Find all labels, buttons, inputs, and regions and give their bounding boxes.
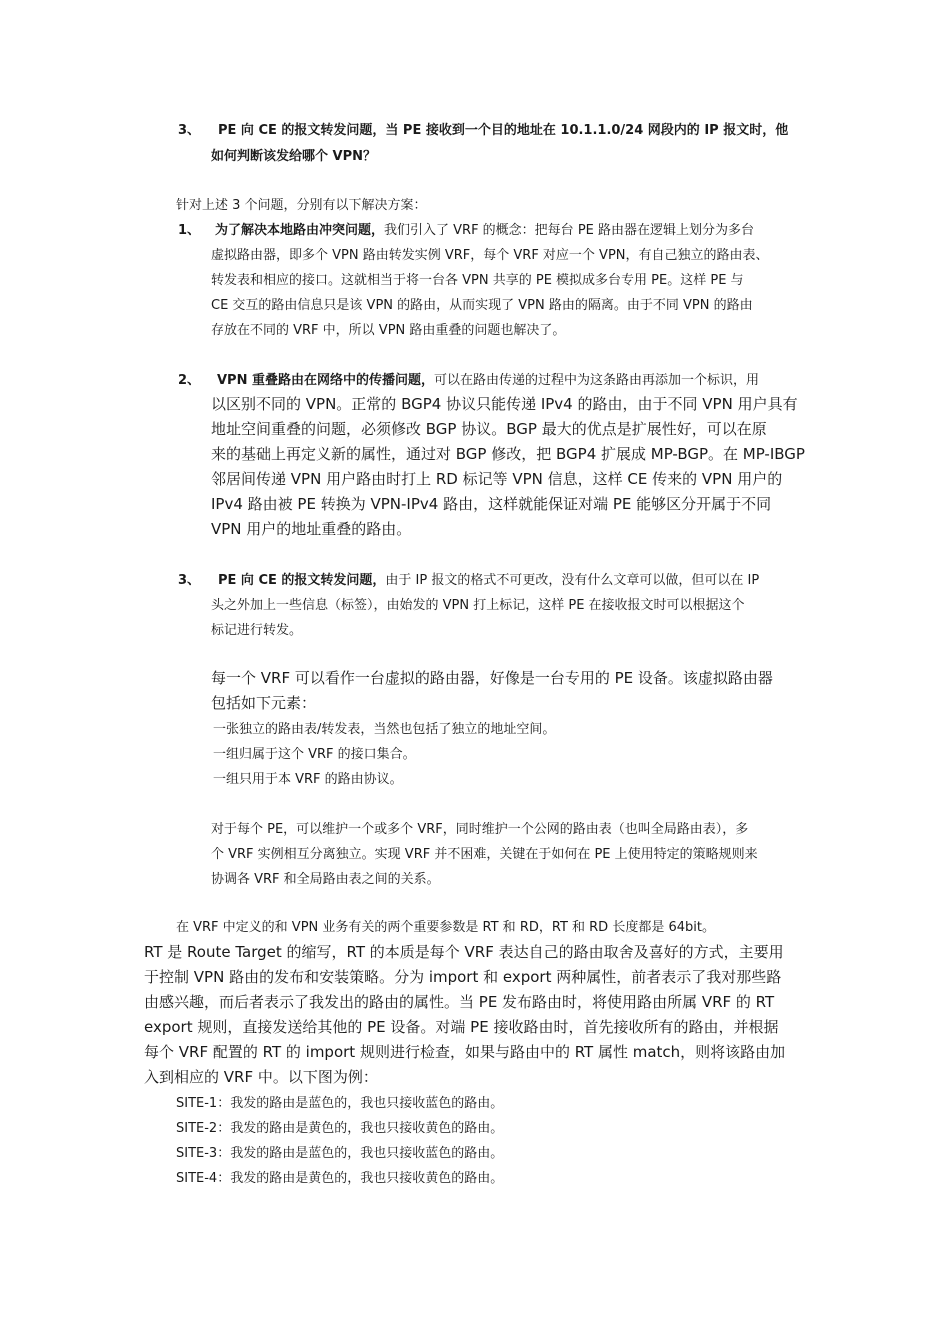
sol1-line: 虚拟路由器，即多个 VPN 路由转发实例 VRF，每个 VRF 对应一个 VPN，有自己独立的路由表、 bbox=[211, 248, 769, 263]
sol2-line: 可以在路由传递的过程中为这条路由再添加一个标识，用 bbox=[434, 373, 760, 388]
rt-para-line: RT 是 Route Target 的缩写，RT 的本质是每个 VRF 表达自己的路由取舍及喜好的方式，主要用 bbox=[144, 943, 784, 961]
sol2-line: VPN 用户的地址重叠的路由。 bbox=[211, 520, 412, 538]
vrf-element-item: 一组归属于这个 VRF 的接口集合。 bbox=[213, 747, 416, 762]
vrf-element-item: 一组只用于本 VRF 的路由协议。 bbox=[213, 772, 403, 787]
vrf-desc-line: 每一个 VRF 可以看作一台虚拟的路由器，好像是一台专用的 PE 设备。该虚拟路由器 bbox=[211, 669, 773, 687]
rt-rd-intro: 在 VRF 中定义的和 VPN 业务有关的两个重要参数是 RT 和 RD，RT 和 RD 长度都是 64bit。 bbox=[176, 920, 715, 935]
sol3-first-line bbox=[218, 569, 759, 588]
rt-para-line: 入到相应的 VRF 中。以下图为例： bbox=[144, 1068, 378, 1086]
site-rule-item: SITE-4：我发的路由是黄色的，我也只接收黄色的路由。 bbox=[176, 1171, 504, 1186]
pe-para-line: 协调各 VRF 和全局路由表之间的关系。 bbox=[211, 872, 440, 887]
sol2-line: IPv4 路由被 PE 转换为 VPN-IPv4 路由，这样就能保证对端 PE 能够区分开属于不同 bbox=[211, 495, 772, 513]
site-rule-item: SITE-3：我发的路由是蓝色的，我也只接收蓝色的路由。 bbox=[176, 1146, 504, 1161]
vrf-desc-line: 包括如下元素： bbox=[211, 694, 317, 712]
q3-heading-line1: PE 向 CE 的报文转发问题，当 PE 接收到一个目的地址在 10.1.1.0/24 网段内的 IP 报文时，他 bbox=[218, 123, 789, 138]
rt-para-line: 于控制 VPN 路由的发布和安装策略。分为 import 和 export 两种属性，前者表示了我对那些路 bbox=[144, 968, 782, 986]
sol2-line: 地址空间重叠的问题，必须修改 BGP 协议。BGP 最大的优点是扩展性好，可以在原 bbox=[211, 420, 767, 438]
rt-para-line: 每个 VRF 配置的 RT 的 import 规则进行检查，如果与路由中的 RT 属性 match，则将该路由加 bbox=[144, 1043, 786, 1061]
rt-para-line: 由感兴趣，而后者表示了我发出的路由的属性。当 PE 发布路由时，将使用路由所属 VRF 的 RT bbox=[144, 993, 775, 1011]
pe-para-line: 对于每个 PE，可以维护一个或多个 VRF，同时维护一个公网的路由表（也叫全局路由表），多 bbox=[211, 822, 749, 837]
sol3-line: 由于 IP 报文的格式不可更改，没有什么文章可以做，但可以在 IP bbox=[385, 573, 760, 588]
sol3-line: 标记进行转发。 bbox=[211, 623, 303, 638]
sol2-bold-lead: VPN 重叠路由在网络中的传播问题， bbox=[217, 373, 434, 388]
rt-para-line: export 规则，直接发送给其他的 PE 设备。对端 PE 接收路由时，首先接收所有的路由，并根据 bbox=[144, 1018, 779, 1036]
sol2-line: 邻居间传递 VPN 用户路由时打上 RD 标记等 VPN 信息，这样 CE 传来的 VPN 用户的 bbox=[211, 470, 783, 488]
sol1-number: 1、 bbox=[178, 223, 201, 238]
sol2-number: 2、 bbox=[178, 373, 201, 388]
sol2-first-line bbox=[217, 369, 759, 388]
site-rule-item: SITE-1：我发的路由是蓝色的，我也只接收蓝色的路由。 bbox=[176, 1096, 504, 1111]
sol1-first-line bbox=[215, 219, 754, 238]
sol1-line: CE 交互的路由信息只是该 VPN 的路由，从而实现了 VPN 路由的隔离。由于不同 VPN 的路由 bbox=[211, 298, 753, 313]
sol3-bold-lead: PE 向 CE 的报文转发问题， bbox=[218, 573, 386, 588]
pe-para-line: 个 VRF 实例相互分离独立。实现 VRF 并不困难，关键在于如何在 PE 上使用特定的策略规则来 bbox=[211, 847, 758, 862]
q3-heading-line2: 如何判断该发给哪个 VPN？ bbox=[211, 149, 376, 164]
q3-number: 3、 bbox=[178, 123, 201, 138]
sol2-line: 来的基础上再定义新的属性，通过对 BGP 修改，把 BGP4 扩展成 MP-BGP。在 MP-IBGP bbox=[211, 445, 805, 463]
site-rule-item: SITE-2：我发的路由是黄色的，我也只接收黄色的路由。 bbox=[176, 1121, 504, 1136]
sol3-line: 头之外加上一些信息（标签），由始发的 VPN 打上标记，这样 PE 在接收报文时可以根据这个 bbox=[211, 598, 745, 613]
sol1-bold-lead: 为了解决本地路由冲突问题， bbox=[215, 223, 385, 238]
sol3-number: 3、 bbox=[178, 573, 201, 588]
sol1-line: 转发表和相应的接口。这就相当于将一台各 VPN 共享的 PE 模拟成多台专用 PE。这样 PE 与 bbox=[211, 273, 744, 288]
intro-text: 针对上述 3 个问题，分别有以下解决方案： bbox=[176, 198, 427, 213]
vrf-element-item: 一张独立的路由表/转发表，当然也包括了独立的地址空间。 bbox=[213, 722, 556, 737]
sol1-line: 存放在不同的 VRF 中，所以 VPN 路由重叠的问题也解决了。 bbox=[211, 323, 566, 338]
sol2-line: 以区别不同的 VPN。正常的 BGP4 协议只能传递 IPv4 的路由，由于不同 VPN 用户具有 bbox=[211, 395, 798, 413]
sol1-line: 我们引入了 VRF 的概念：把每台 PE 路由器在逻辑上划分为多台 bbox=[384, 223, 755, 238]
